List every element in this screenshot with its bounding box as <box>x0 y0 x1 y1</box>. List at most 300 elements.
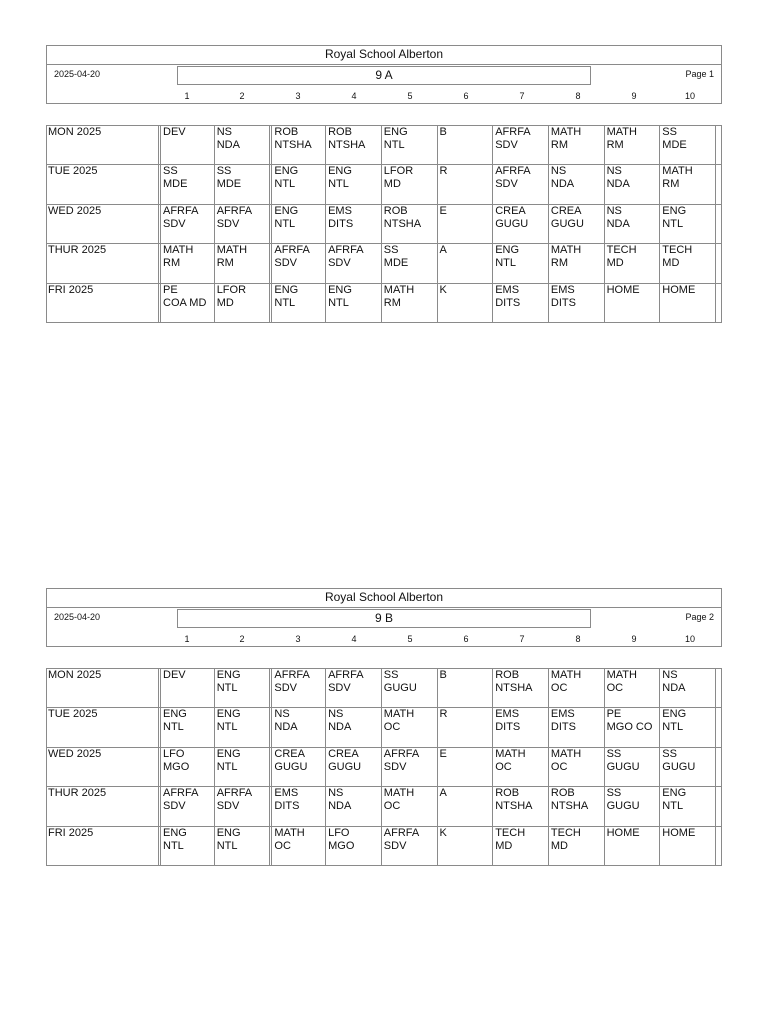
subject-code: HOME <box>606 826 640 839</box>
timetable-page <box>46 45 722 309</box>
period-cell <box>659 165 715 203</box>
period-cell <box>381 165 437 203</box>
period-cell <box>158 787 214 825</box>
trailing-column <box>715 165 721 203</box>
period-cell <box>381 748 437 786</box>
period-cell <box>325 708 381 746</box>
subject-code: ENG <box>274 283 299 296</box>
period-cell <box>158 126 214 164</box>
day-label: WED 2025 <box>48 204 102 217</box>
teacher-code: NDA <box>328 800 352 813</box>
subject-code: LFOR <box>216 283 247 296</box>
subject-code: DEV <box>163 669 186 681</box>
period-cell <box>158 748 214 786</box>
subject-code: MATH <box>383 787 415 800</box>
subject-code: AFRFA <box>274 244 310 257</box>
teacher-code: NTL <box>328 178 349 191</box>
period-cell <box>381 787 437 825</box>
subject-code: TECH <box>662 244 693 257</box>
teacher-code: RM <box>606 139 624 151</box>
subject-code: SS <box>662 747 677 760</box>
subject-code: LFOR <box>383 165 414 178</box>
teacher-code: RM <box>163 257 181 270</box>
teacher-code: NTL <box>662 217 684 230</box>
period-cell <box>548 244 604 282</box>
subject-code: K <box>439 283 447 296</box>
class-name: 9 B <box>177 609 591 628</box>
period-cell <box>548 205 604 243</box>
subject-code: CREA <box>328 747 359 760</box>
subject-code: ENG <box>328 283 352 296</box>
teacher-code: NDA <box>662 682 686 694</box>
period-cell <box>492 827 548 866</box>
teacher-code: OC <box>383 800 401 813</box>
teacher-code: NTSHA <box>495 800 533 813</box>
period-cell <box>659 669 715 707</box>
subject-code: MATH <box>550 747 582 760</box>
day-label: THUR 2025 <box>48 244 107 257</box>
period-cell <box>269 244 325 282</box>
teacher-code: SDV <box>495 178 518 191</box>
teacher-code: RM <box>216 257 234 270</box>
teacher-code: OC <box>274 839 291 852</box>
period-number: 3 <box>295 91 301 101</box>
teacher-code: NTL <box>216 682 238 694</box>
subject-code: K <box>439 826 447 839</box>
period-cell <box>158 284 214 323</box>
period-cell <box>214 748 270 786</box>
teacher-code: DITS <box>274 800 300 813</box>
subject-code: AFRFA <box>383 747 420 760</box>
teacher-code: GUGU <box>550 217 584 230</box>
subject-code: EMS <box>550 708 575 721</box>
day-row <box>47 244 721 283</box>
subject-code: CREA <box>550 204 582 217</box>
teacher-code: GUGU <box>606 760 640 773</box>
teacher-code: SDV <box>383 760 407 773</box>
day-label: FRI 2025 <box>48 283 94 296</box>
subject-code: E <box>439 204 447 217</box>
period-cell <box>158 244 214 282</box>
subject-code: CREA <box>495 204 526 217</box>
subject-code: A <box>439 787 447 800</box>
subject-code: SS <box>606 747 622 760</box>
period-cell <box>381 708 437 746</box>
trailing-column <box>715 284 721 323</box>
subject-code: MATH <box>383 283 415 296</box>
teacher-code: GUGU <box>606 800 640 813</box>
period-cell <box>492 708 548 746</box>
period-cell <box>158 827 214 866</box>
period-cell <box>325 165 381 203</box>
subject-code: PE <box>163 283 178 296</box>
period-cell <box>381 284 437 323</box>
subject-code: AFRFA <box>163 787 199 800</box>
period-cell <box>604 165 660 203</box>
period-number: 3 <box>295 634 301 644</box>
period-cell <box>659 244 715 282</box>
period-cell <box>604 126 660 164</box>
subject-code: AFRFA <box>328 669 364 681</box>
teacher-code: RM <box>662 178 680 191</box>
period-cell <box>269 126 325 164</box>
subject-code: ENG <box>216 747 241 760</box>
subject-code: SS <box>216 165 232 178</box>
timetable-grid <box>46 668 722 866</box>
teacher-code: NTSHA <box>495 682 533 694</box>
period-cell <box>325 126 381 164</box>
subject-code: AFRFA <box>495 165 531 178</box>
period-cell <box>214 205 270 243</box>
subject-code: LFO <box>328 826 350 839</box>
period-cell <box>325 827 381 866</box>
period-cell <box>604 748 660 786</box>
teacher-code: OC <box>495 760 512 773</box>
period-cell <box>269 284 325 323</box>
period-cell <box>437 205 493 243</box>
subject-code: ENG <box>216 708 241 721</box>
teacher-code: OC <box>550 682 568 694</box>
period-cell <box>269 708 325 746</box>
subject-code: B <box>439 126 447 138</box>
day-label: TUE 2025 <box>48 165 98 178</box>
timetable-page <box>46 588 722 852</box>
teacher-code: NTL <box>383 139 405 151</box>
period-cell <box>214 244 270 282</box>
period-cell <box>492 669 548 707</box>
trailing-column <box>715 669 721 707</box>
subject-code: ROB <box>495 669 520 681</box>
teacher-code: NTSHA <box>383 217 422 230</box>
period-cell <box>492 205 548 243</box>
subject-code: MATH <box>550 669 582 681</box>
period-cell <box>437 126 493 164</box>
period-cell <box>158 205 214 243</box>
period-number: 7 <box>519 91 525 101</box>
subject-code: ENG <box>216 826 241 839</box>
subject-code: ENG <box>216 669 241 681</box>
subject-code: MATH <box>606 126 637 138</box>
day-label: FRI 2025 <box>48 826 94 839</box>
teacher-code: NDA <box>606 178 630 191</box>
period-cell <box>604 669 660 707</box>
period-cell <box>604 284 660 323</box>
period-number: 2 <box>239 91 245 101</box>
subject-code: SS <box>163 165 178 178</box>
subject-code: A <box>439 244 447 257</box>
period-number: 6 <box>463 91 469 101</box>
period-cell <box>325 284 381 323</box>
teacher-code: NTL <box>495 257 516 270</box>
teacher-code: GUGU <box>662 760 696 773</box>
teacher-code: MGO CO <box>606 721 653 734</box>
period-number: 1 <box>184 634 190 644</box>
subject-code: MATH <box>216 244 248 257</box>
teacher-code: DITS <box>495 721 521 734</box>
subject-code: HOME <box>606 283 640 296</box>
timetable-grid <box>46 125 722 323</box>
teacher-code: MD <box>550 839 568 852</box>
subject-code: MATH <box>383 708 415 721</box>
teacher-code: GUGU <box>495 217 529 230</box>
subject-code: SS <box>606 787 622 800</box>
teacher-code: MGO <box>328 839 355 852</box>
subject-code: LFO <box>163 747 185 760</box>
teacher-code: NTL <box>216 839 238 852</box>
teacher-code: NDA <box>550 178 575 191</box>
period-cell <box>381 827 437 866</box>
teacher-code: SDV <box>216 800 240 813</box>
subject-code: AFRFA <box>328 244 364 257</box>
period-cell <box>437 669 493 707</box>
subject-code: SS <box>383 244 399 257</box>
teacher-code: MD <box>216 296 234 309</box>
subject-code: ENG <box>163 708 187 721</box>
teacher-code: MD <box>662 257 680 270</box>
period-cell <box>437 708 493 746</box>
subject-code: NS <box>328 708 344 721</box>
teacher-code: GUGU <box>328 760 362 773</box>
period-cell <box>269 827 325 866</box>
period-cell <box>437 284 493 323</box>
subject-code: E <box>439 747 447 760</box>
subject-code: B <box>439 669 447 681</box>
period-number: 4 <box>351 91 357 101</box>
period-cell <box>381 669 437 707</box>
period-cell <box>548 126 604 164</box>
period-cell <box>158 669 214 707</box>
school-title: Royal School Alberton <box>46 588 722 608</box>
period-number: 8 <box>575 634 581 644</box>
subject-code: NS <box>328 787 344 800</box>
period-cell <box>492 284 548 323</box>
teacher-code: NTL <box>163 721 184 734</box>
teacher-code: NTL <box>662 800 684 813</box>
subject-code: HOME <box>662 283 696 296</box>
teacher-code: OC <box>606 682 624 694</box>
period-cell <box>437 748 493 786</box>
period-cell <box>492 244 548 282</box>
period-cell <box>269 205 325 243</box>
day-label: THUR 2025 <box>48 787 107 800</box>
teacher-code: MDE <box>383 257 409 270</box>
period-cell <box>659 787 715 825</box>
day-row <box>47 748 721 787</box>
period-cell <box>548 748 604 786</box>
teacher-code: NDA <box>328 721 352 734</box>
subject-code: AFRFA <box>274 669 310 681</box>
teacher-code: NTL <box>274 296 296 309</box>
teacher-code: SDV <box>383 839 407 852</box>
teacher-code: COA MD <box>163 296 207 309</box>
period-cell <box>214 284 270 323</box>
subject-code: R <box>439 165 448 178</box>
period-cell <box>437 244 493 282</box>
subject-code: MATH <box>163 244 194 257</box>
teacher-code: SDV <box>328 682 351 694</box>
period-number: 9 <box>631 634 637 644</box>
teacher-code: NTL <box>216 760 238 773</box>
period-number: 5 <box>407 91 413 101</box>
subject-code: ENG <box>274 204 299 217</box>
trailing-column <box>715 126 721 164</box>
subject-code: ENG <box>662 787 687 800</box>
subject-code: AFRFA <box>495 126 531 138</box>
subject-code: EMS <box>495 283 520 296</box>
teacher-code: NDA <box>274 721 298 734</box>
period-cell <box>381 205 437 243</box>
subject-code: NS <box>606 204 622 217</box>
period-number: 10 <box>684 634 695 644</box>
period-cell <box>381 126 437 164</box>
period-cell <box>492 787 548 825</box>
period-number: 10 <box>684 91 695 101</box>
subject-code: TECH <box>550 826 581 839</box>
subject-code: NS <box>216 126 232 138</box>
teacher-code: NTL <box>163 839 184 852</box>
period-cell <box>548 708 604 746</box>
period-cell <box>548 827 604 866</box>
subject-code: CREA <box>274 747 305 760</box>
teacher-code: OC <box>550 760 568 773</box>
teacher-code: MDE <box>662 139 687 151</box>
subject-code: TECH <box>606 244 637 257</box>
day-row <box>47 708 721 747</box>
subject-code: MATH <box>495 747 526 760</box>
period-cell <box>492 165 548 203</box>
subject-code: MATH <box>550 244 582 257</box>
day-row <box>47 827 721 866</box>
period-number: 5 <box>407 634 413 644</box>
class-name: 9 A <box>177 66 591 85</box>
period-cell <box>325 669 381 707</box>
day-row <box>47 165 721 204</box>
period-cell <box>269 165 325 203</box>
period-cell <box>214 669 270 707</box>
subject-code: NS <box>606 165 622 178</box>
teacher-code: MGO <box>163 760 190 773</box>
period-cell <box>659 284 715 323</box>
period-number: 7 <box>519 634 525 644</box>
day-row <box>47 126 721 165</box>
subject-code: ROB <box>383 204 408 217</box>
trailing-column <box>715 708 721 746</box>
page-number: Page 2 <box>685 612 714 622</box>
period-cell <box>158 708 214 746</box>
period-cell <box>437 165 493 203</box>
period-cell <box>437 827 493 866</box>
period-cell <box>659 126 715 164</box>
trailing-column <box>715 205 721 243</box>
subject-code: ROB <box>274 126 299 138</box>
subject-code: ROB <box>328 126 352 138</box>
teacher-code: NTL <box>274 178 296 191</box>
period-cell <box>604 708 660 746</box>
subject-code: EMS <box>328 204 352 217</box>
teacher-code: NTL <box>274 217 296 230</box>
teacher-code: NTSHA <box>550 800 589 813</box>
period-number: 1 <box>184 91 190 101</box>
teacher-code: NDA <box>216 139 240 151</box>
subject-code: AFRFA <box>216 787 253 800</box>
teacher-code: RM <box>383 296 401 309</box>
trailing-column <box>715 244 721 282</box>
period-number: 6 <box>463 634 469 644</box>
trailing-column <box>715 787 721 825</box>
teacher-code: DITS <box>328 217 354 230</box>
day-label: MON 2025 <box>48 126 102 138</box>
subject-code: MATH <box>274 826 305 839</box>
subject-code: ENG <box>163 826 187 839</box>
school-title: Royal School Alberton <box>46 45 722 65</box>
teacher-code: SDV <box>495 139 518 151</box>
day-label: TUE 2025 <box>48 708 98 721</box>
subject-code: ENG <box>274 165 299 178</box>
teacher-code: DITS <box>550 721 576 734</box>
teacher-code: RM <box>550 257 568 270</box>
period-cell <box>659 827 715 866</box>
period-cell <box>325 205 381 243</box>
period-cell <box>548 787 604 825</box>
page-number: Page 1 <box>685 69 714 79</box>
teacher-code: MD <box>606 257 624 270</box>
print-date: 2025-04-20 <box>54 69 101 79</box>
subject-code: NS <box>550 165 567 178</box>
subject-code: EMS <box>274 787 299 800</box>
subject-code: HOME <box>662 826 696 839</box>
subject-code: ENG <box>495 244 520 257</box>
teacher-code: DITS <box>495 296 521 309</box>
trailing-column <box>715 827 721 866</box>
teacher-code: SDV <box>216 217 240 230</box>
teacher-code: SDV <box>328 257 351 270</box>
page-header <box>46 45 722 105</box>
subject-code: MATH <box>550 126 582 138</box>
subject-code: PE <box>606 708 622 721</box>
period-cell <box>214 165 270 203</box>
period-cell <box>325 244 381 282</box>
period-cell <box>269 748 325 786</box>
teacher-code: SDV <box>274 682 298 694</box>
day-label: MON 2025 <box>48 669 102 681</box>
teacher-code: NTL <box>216 721 238 734</box>
subject-code: TECH <box>495 826 526 839</box>
teacher-code: SDV <box>163 217 186 230</box>
teacher-code: NDA <box>606 217 630 230</box>
teacher-code: SDV <box>274 257 298 270</box>
subject-code: NS <box>274 708 290 721</box>
day-row <box>47 669 721 708</box>
subject-code: ENG <box>328 165 352 178</box>
page-header <box>46 588 722 648</box>
period-cell <box>269 669 325 707</box>
subject-code: AFRFA <box>383 826 420 839</box>
period-cell <box>437 787 493 825</box>
period-cell <box>325 748 381 786</box>
period-cell <box>214 126 270 164</box>
period-cell <box>659 708 715 746</box>
period-cell <box>548 284 604 323</box>
teacher-code: OC <box>383 721 401 734</box>
subject-code: NS <box>662 669 678 681</box>
period-cell <box>492 126 548 164</box>
teacher-code: GUGU <box>274 760 308 773</box>
subject-code: EMS <box>550 283 575 296</box>
teacher-code: NTSHA <box>328 139 366 151</box>
period-cell <box>548 669 604 707</box>
teacher-code: NTL <box>662 721 684 734</box>
period-cell <box>269 787 325 825</box>
